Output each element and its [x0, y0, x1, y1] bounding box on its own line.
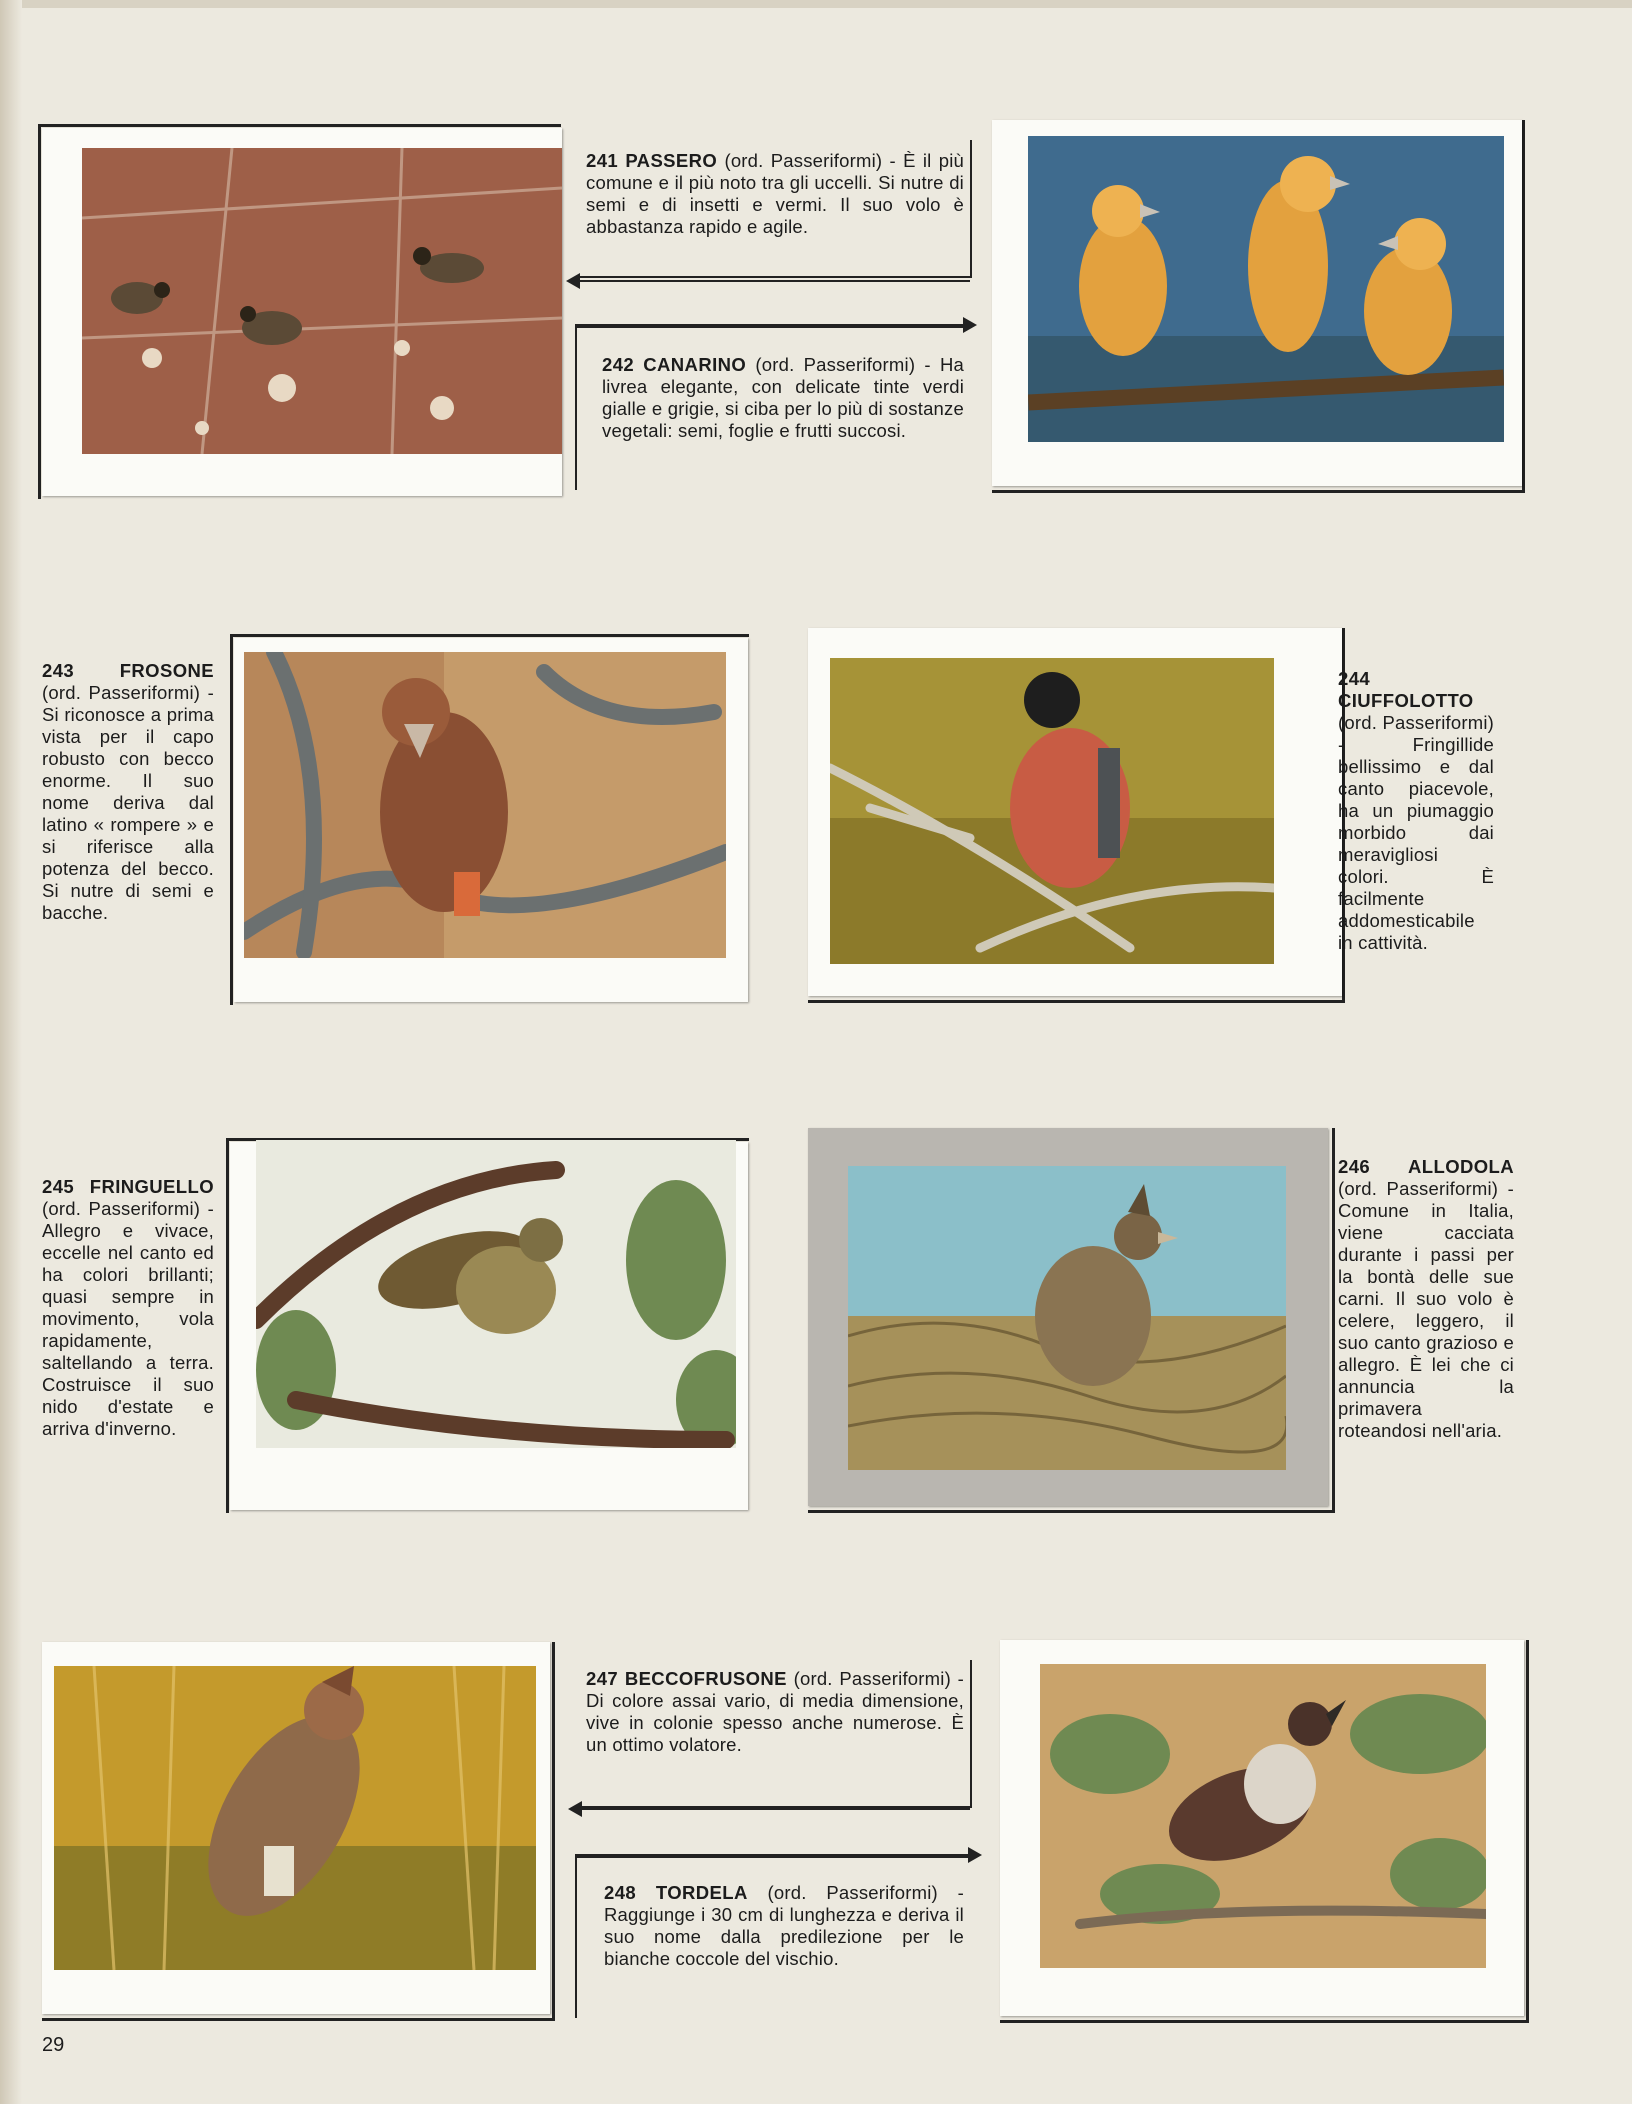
entry-243-title: FROSONE [119, 660, 214, 681]
caption-247-bracket [575, 1660, 972, 1808]
caption-242 [602, 354, 964, 442]
arrow-241-to-photo [568, 280, 970, 282]
entry-244-text: (ord. Passeriformi) - Fringillide bellissimo e dal canto piacevole, ha un piumaggio morbido dai meravigliosi colori. È facilmente addomesticabile in cattività. [1338, 712, 1494, 953]
photo-beccofrusone [54, 1666, 536, 1970]
entry-245-text: (ord. Passeriformi) - Allegro e vivace, eccelle nel canto ed ha colori brillanti; quasi sempre in movimento, vola rapidamente, saltellando a terra. Costruisce il suo nido d'estate e arriva d'inverno. [42, 1198, 214, 1439]
caption-244 [1338, 668, 1494, 954]
page-binding-shadow [0, 0, 22, 2104]
entry-241-number: 241 [586, 150, 619, 171]
photo-passero [82, 148, 562, 454]
entry-244-title: CIUFFOLOTTO [1338, 690, 1474, 711]
entry-245-number: 245 [42, 1176, 75, 1197]
caption-246 [1338, 1156, 1514, 1442]
photo-ciuffolotto [830, 658, 1274, 964]
entry-247-title: BECCOFRUSONE [624, 1668, 787, 1689]
entry-248-number: 248 [604, 1882, 637, 1903]
entry-247-number: 247 [586, 1668, 619, 1689]
entry-242-title: CANARINO [643, 354, 747, 375]
caption-245 [42, 1176, 214, 1440]
entry-242-text: (ord. Passeriformi) - Ha livrea elegante, con delicate tinte verdi gialle e grigie, si ciba per lo più di sostanze vegetali: semi, foglie e frutti succosi. [602, 354, 964, 441]
caption-248 [604, 1882, 964, 1970]
entry-243-number: 243 [42, 660, 75, 681]
entry-242-number: 242 [602, 354, 635, 375]
caption-243 [42, 660, 214, 924]
entry-241-text: (ord. Passeriformi) - È il più comune e il più noto tra gli uccelli. Si nutre di semi e di insetti e vermi. Il suo volo è abbastanza rapido e agile. [586, 150, 964, 237]
entry-243-text: (ord. Passeriformi) - Si riconosce a prima vista per il capo robusto con becco enorme. Il suo nome deriva dal latino « rompere » e si riferisce alla potenza del becco. Si nutre di semi e bacche. [42, 682, 214, 923]
entry-246-number: 246 [1338, 1156, 1371, 1177]
photo-canarino [1028, 136, 1504, 442]
arrow-248-to-photo [575, 1854, 980, 1856]
arrow-247-to-photo [570, 1808, 970, 1810]
entry-248-text: (ord. Passeriformi) - Raggiunge i 30 cm di lunghezza e deriva il suo nome dalla predilezione per le bianche coccole del vischio. [604, 1882, 965, 1969]
entry-247-text: (ord. Passeriformi) - Di colore assai vario, di media dimensione, vive in colonie spesso anche numerose. È un ottimo volatore. [586, 1668, 965, 1755]
entry-248-title: TORDELA [655, 1882, 748, 1903]
page-top-edge [0, 0, 1632, 8]
frame-246 [808, 1128, 1335, 1513]
photo-fringuello [256, 1140, 736, 1448]
entry-241-title: PASSERO [625, 150, 718, 171]
page-number: 29 [42, 2034, 65, 2056]
caption-241-bracket [575, 140, 972, 278]
photo-frosone [244, 652, 726, 958]
entry-245-title: FRINGUELLO [89, 1176, 214, 1197]
photo-tordela [1040, 1664, 1486, 1968]
entry-246-text: (ord. Passeriformi) - Comune in Italia, viene cacciata durante i passi per la bontà delle sue carni. Il suo volo è celere, leggero, il suo canto grazioso e allegro. È lei che ci annuncia la primavera roteandosi nell'aria. [1338, 1178, 1514, 1441]
entry-246-title: ALLODOLA [1408, 1156, 1514, 1177]
arrow-242-to-photo [575, 324, 975, 326]
entry-244-number: 244 [1338, 668, 1371, 689]
